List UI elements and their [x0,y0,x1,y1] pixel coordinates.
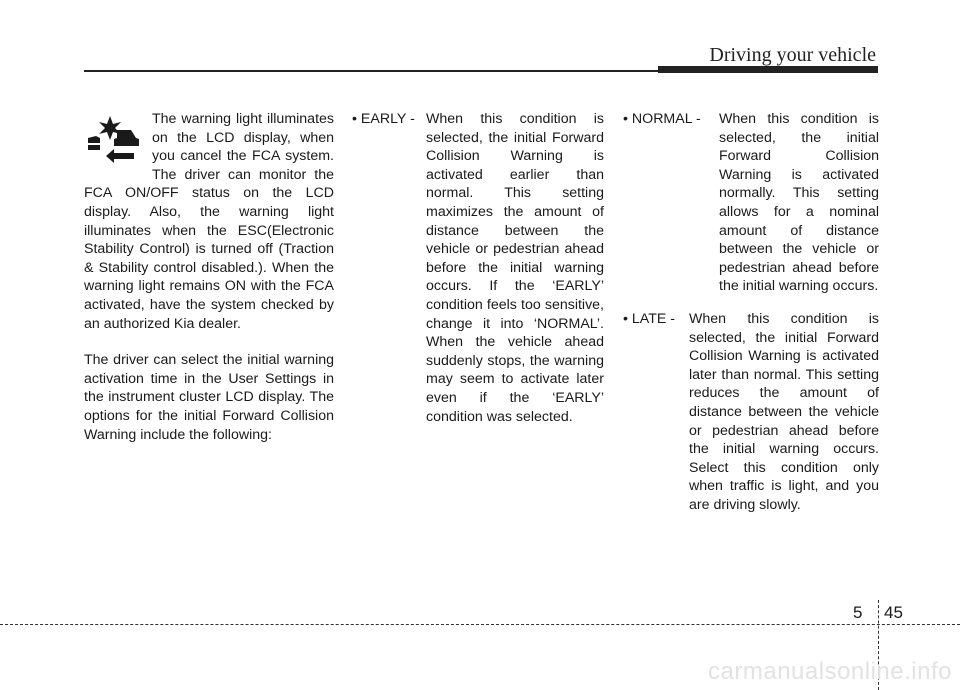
footer-rule [0,624,960,625]
option-late-label: • LATE - [623,310,676,327]
section-title: Driving your vehicle [709,44,876,66]
option-early-label: • EARLY - [352,111,415,127]
option-normal [623,110,879,296]
option-normal-text: When this condition is selected, the initial Forward Collision Warning is activated normally. This setting allows for a nominal amount of distance between the vehicle or pedestrian ahead before the initial warning occurs. [719,111,879,295]
option-early-text: When this condition is selected, the initial Forward Collision Warning is activated earlier than normal. This setting maximizes the amount of distance between the vehicle or pedestrian ahead before the initial warning occurs. If the ‘EARLY’ condition feels too sensitive, change it into ‘NORMAL’. When the vehicle ahead suddenly stops, the warning may seem to activate later even if the ‘EARLY’ condition was selected. [426,111,604,425]
option-late [623,310,879,515]
option-early [352,110,604,426]
chapter-number: 5 [853,603,863,622]
header-rule [84,70,658,72]
column-right [623,110,879,528]
fca-warning-icon [84,112,144,172]
column-middle [352,110,604,440]
fca-warning-paragraph: The warning light illuminates on the LCD display, when you cancel the FCA system. The driver can monitor the FCA ON/OFF status on the LCD display. Also, the warning light illuminates when the ESC(Electronic Stability Control) is turned off (Traction & Stability control disabled.). When the warning light remains ON with the FCA activated, have the system checked by an authorized Kia dealer. [84,111,334,332]
option-late-text: When this condition is selected, the initial Forward Collision Warning is activated later than normal. This setting reduces the amount of distance between the vehicle or pedestrian ahead before the initial warning occurs. Select this condition only when traffic is light, and you are driving slowly. [689,310,879,513]
option-normal-label: • NORMAL - [623,111,701,127]
page-number: 45 [884,603,903,622]
column-left [84,110,334,444]
watermark: carmanualsonline.info [708,658,952,685]
header-rule-bar [658,66,878,73]
warning-settings-paragraph: The driver can select the initial warning activation time in the User Settings in the instrument cluster LCD display. The options for the initial Forward Collision Warning include the following: [84,352,334,443]
